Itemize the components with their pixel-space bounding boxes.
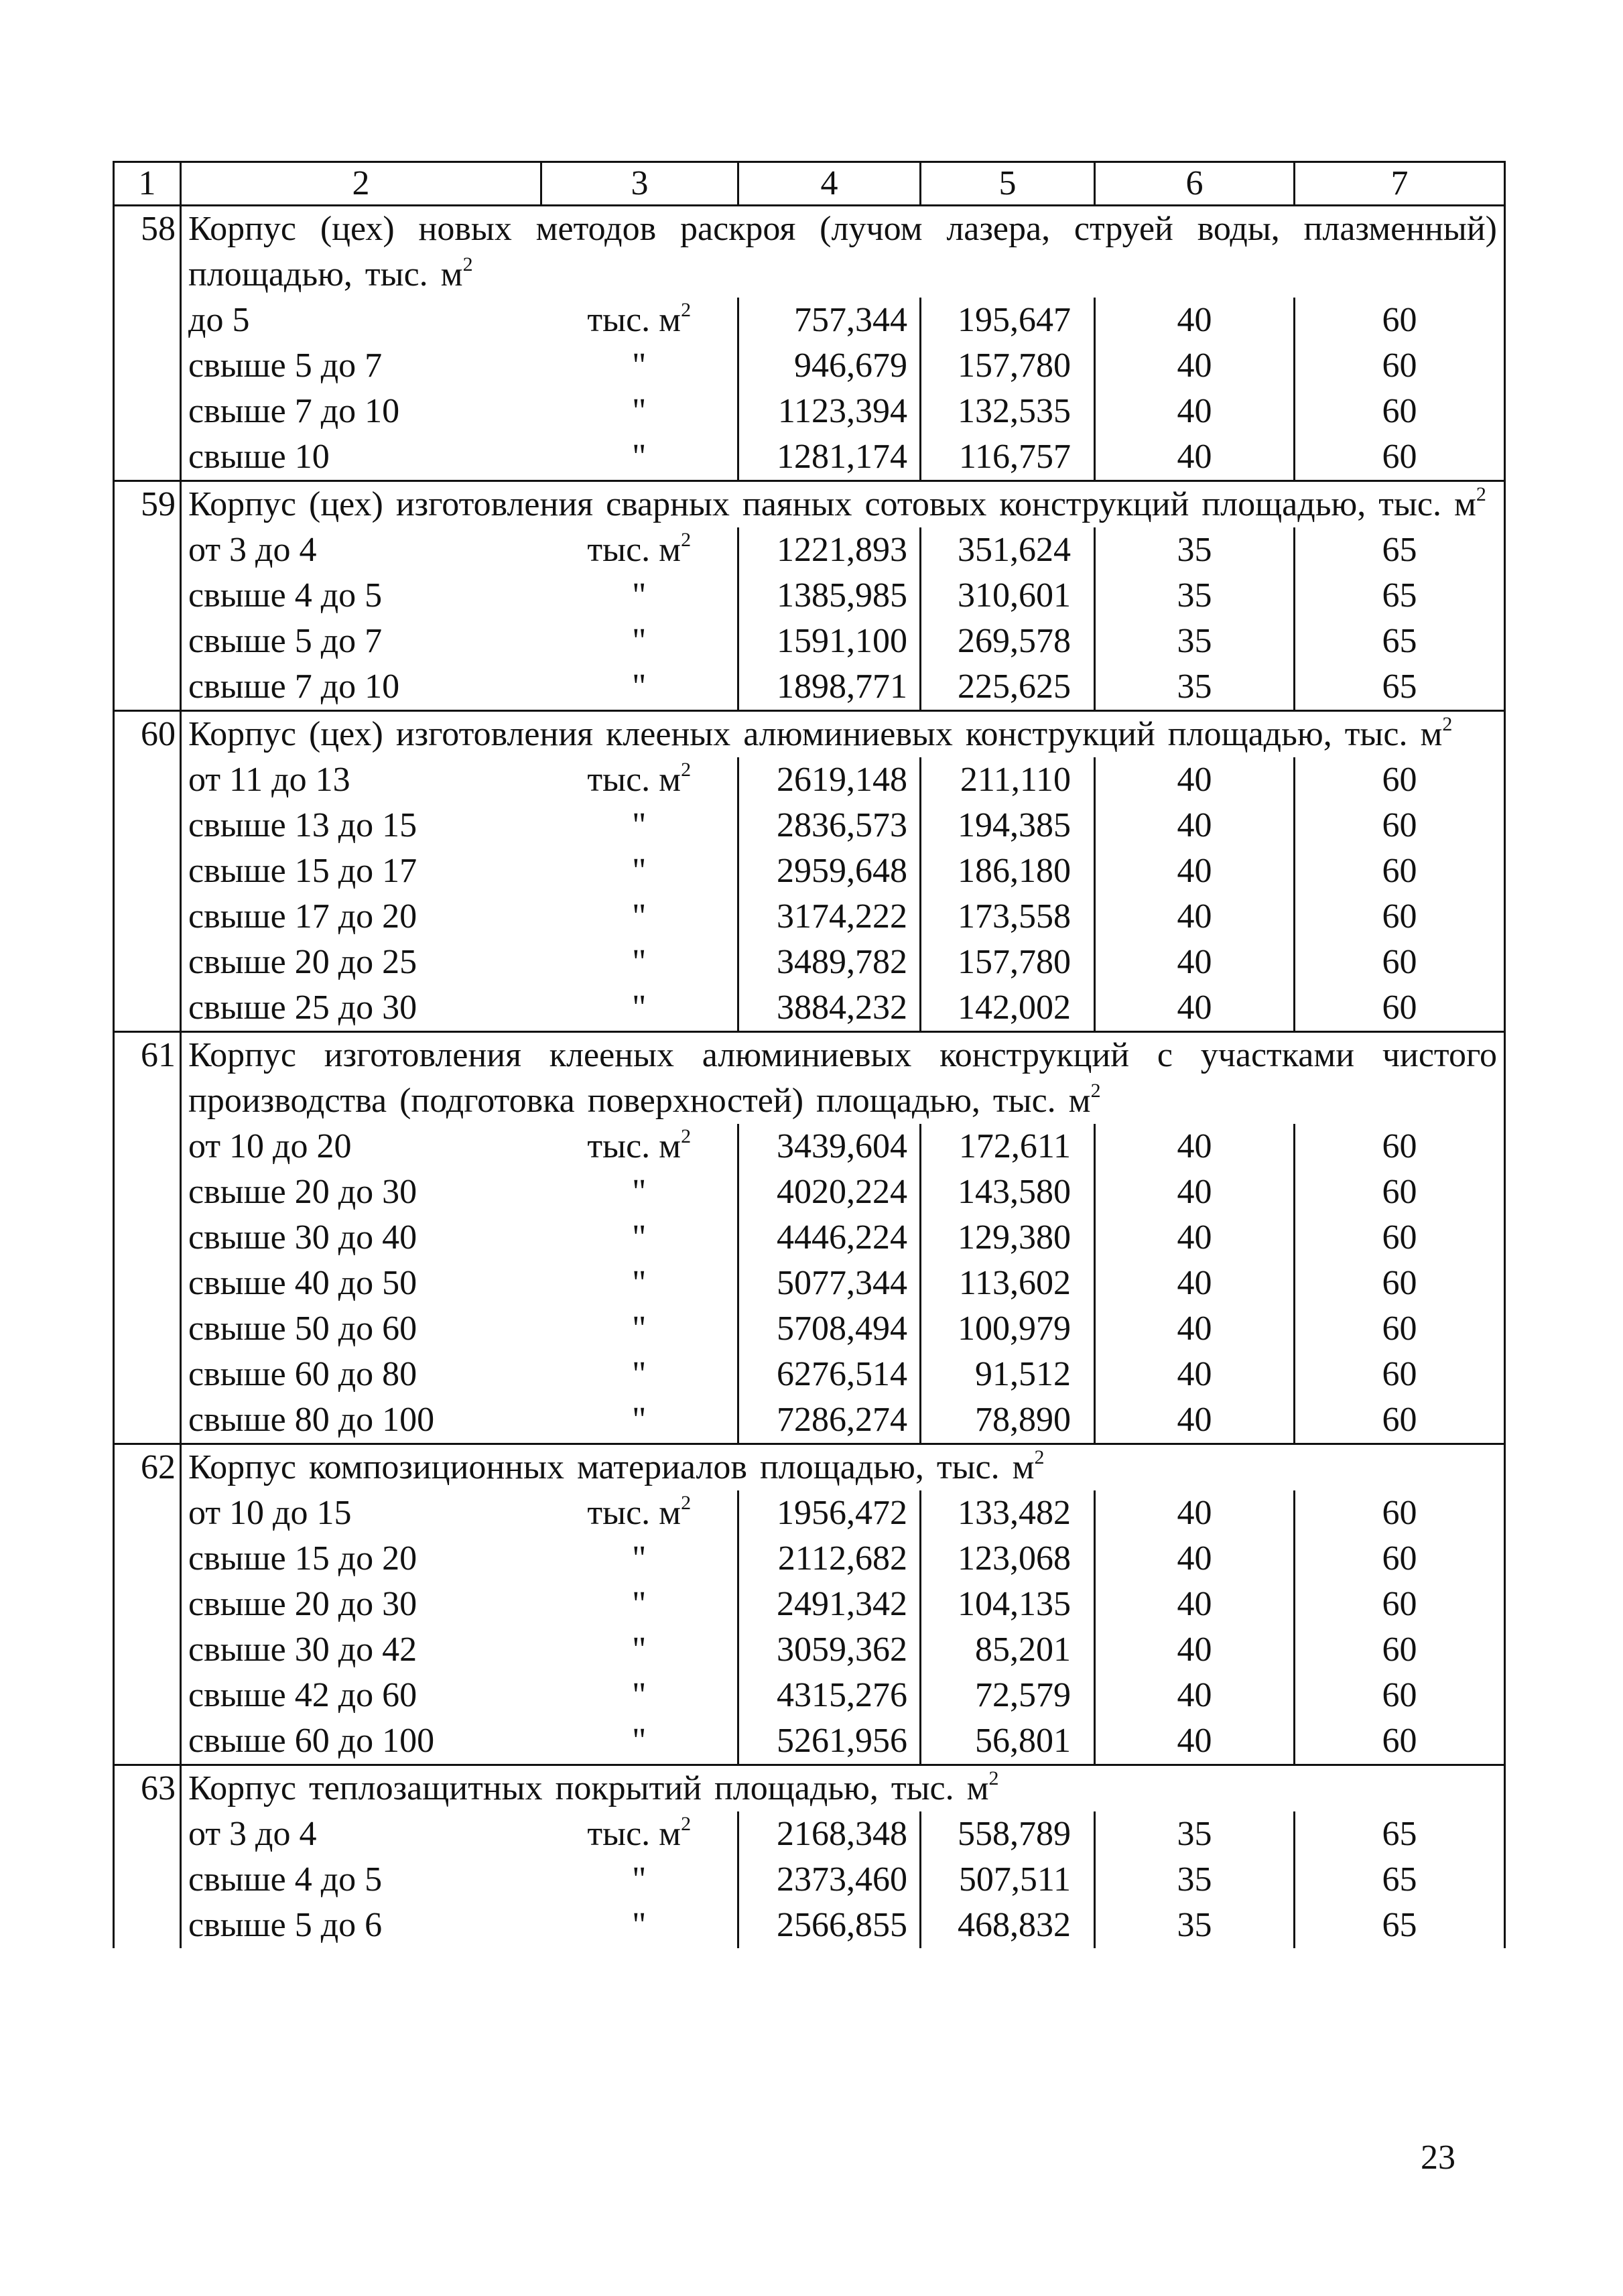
range-cell: свыше 7 до 10 [188, 667, 400, 706]
page-number: 23 [1421, 2139, 1455, 2177]
col6-value: 40 [1095, 757, 1295, 803]
col5-value: 269,578 [921, 619, 1095, 664]
col7-value: 65 [1295, 527, 1505, 573]
table-row [114, 757, 1505, 803]
unit-cell: тыс. $м^2$ [541, 527, 738, 573]
col4-value: 7286,274 [738, 1397, 921, 1444]
col7-value: 60 [1295, 940, 1505, 985]
section-title: Корпус (цех) новых методов раскроя (лучом лазера, струей воды, плазменный) площадью, тыс. $м^2$ [181, 206, 1505, 298]
section-title-row [114, 1032, 1505, 1125]
section-title-row [114, 1765, 1505, 1812]
range-cell: свыше 13 до 15 [188, 806, 417, 844]
col7-value: 60 [1295, 1673, 1505, 1718]
section-title-row [114, 206, 1505, 298]
col7-value: 60 [1295, 803, 1505, 848]
section-number: 59 [114, 481, 181, 711]
col5-value: 558,789 [921, 1811, 1095, 1857]
range-cell: свыше 15 до 17 [188, 852, 417, 890]
table-row [114, 1261, 1505, 1306]
col5-value: 142,002 [921, 985, 1095, 1032]
range-cell: свыше 42 до 60 [188, 1676, 417, 1714]
unit-cell: " [541, 1582, 738, 1627]
col4-value: 2373,460 [738, 1857, 921, 1903]
col7-value: 60 [1295, 757, 1505, 803]
range-cell: свыше 20 до 25 [188, 943, 417, 981]
unit-cell: " [541, 1536, 738, 1582]
header-col-2: 2 [181, 162, 541, 206]
col7-value: 60 [1295, 1490, 1505, 1536]
range-cell: до 5 [188, 301, 250, 339]
col5-value: 173,558 [921, 894, 1095, 940]
col6-value: 35 [1095, 527, 1295, 573]
table-row [114, 1582, 1505, 1627]
col4-value: 1956,472 [738, 1490, 921, 1536]
unit-cell: " [541, 664, 738, 711]
unit-cell: " [541, 1903, 738, 1948]
header-col-5: 5 [921, 162, 1095, 206]
col6-value: 40 [1095, 1215, 1295, 1261]
header-col-4: 4 [738, 162, 921, 206]
col4-value: 2619,148 [738, 757, 921, 803]
col7-value: 60 [1295, 1718, 1505, 1765]
col4-value: 1123,394 [738, 389, 921, 434]
col4-value: 2566,855 [738, 1903, 921, 1948]
col4-value: 4315,276 [738, 1673, 921, 1718]
col5-value: 172,611 [921, 1124, 1095, 1169]
col7-value: 65 [1295, 573, 1505, 619]
col4-value: 1221,893 [738, 527, 921, 573]
section-title-row [114, 1444, 1505, 1491]
range-cell: свыше 10 [188, 438, 330, 476]
col4-value: 2959,648 [738, 848, 921, 894]
col4-value: 3059,362 [738, 1627, 921, 1673]
col4-value: 3489,782 [738, 940, 921, 985]
unit-cell: тыс. $м^2$ [541, 1490, 738, 1536]
col6-value: 40 [1095, 1536, 1295, 1582]
section-number: 61 [114, 1032, 181, 1444]
range-cell: свыше 5 до 7 [188, 346, 383, 385]
section-number: 60 [114, 711, 181, 1032]
col7-value: 60 [1295, 1215, 1505, 1261]
col5-value: 113,602 [921, 1261, 1095, 1306]
col7-value: 65 [1295, 1857, 1505, 1903]
unit-cell: " [541, 803, 738, 848]
table-row [114, 434, 1505, 481]
column-number-header-row [114, 162, 1505, 206]
range-cell: от 3 до 4 [188, 1815, 317, 1853]
unit-cell: " [541, 848, 738, 894]
range-cell: свыше 4 до 5 [188, 576, 383, 615]
col6-value: 35 [1095, 573, 1295, 619]
col6-value: 40 [1095, 1627, 1295, 1673]
table-row [114, 1627, 1505, 1673]
table-row [114, 1397, 1505, 1444]
superscript-2: 2 [1090, 1079, 1101, 1102]
col6-value: 40 [1095, 940, 1295, 985]
col5-value: 100,979 [921, 1306, 1095, 1352]
unit-cell: " [541, 1718, 738, 1765]
col7-value: 65 [1295, 664, 1505, 711]
unit-cell: " [541, 1169, 738, 1215]
section-title-row [114, 481, 1505, 528]
col4-value: 757,344 [738, 298, 921, 343]
col4-value: 2491,342 [738, 1582, 921, 1627]
unit-cell: " [541, 894, 738, 940]
table-row [114, 803, 1505, 848]
range-cell: свыше 25 до 30 [188, 988, 417, 1027]
range-cell: от 3 до 4 [188, 531, 317, 569]
range-cell: свыше 5 до 6 [188, 1906, 383, 1944]
col4-value: 1591,100 [738, 619, 921, 664]
col7-value: 60 [1295, 1352, 1505, 1397]
col4-value: 1898,771 [738, 664, 921, 711]
superscript-2: 2 [1476, 483, 1486, 505]
superscript-2: 2 [1034, 1446, 1045, 1468]
col5-value: 78,890 [921, 1397, 1095, 1444]
col7-value: 65 [1295, 619, 1505, 664]
unit-cell: " [541, 1627, 738, 1673]
col7-value: 60 [1295, 1536, 1505, 1582]
col6-value: 40 [1095, 298, 1295, 343]
table-row [114, 1673, 1505, 1718]
col5-value: 195,647 [921, 298, 1095, 343]
section-title: Корпус теплозащитных покрытий площадью, тыс. $м^2$ [181, 1765, 1505, 1812]
table-row [114, 573, 1505, 619]
col6-value: 35 [1095, 1903, 1295, 1948]
col7-value: 60 [1295, 1124, 1505, 1169]
table-row [114, 1490, 1505, 1536]
table-row [114, 389, 1505, 434]
col7-value: 60 [1295, 894, 1505, 940]
range-cell: свыше 50 до 60 [188, 1310, 417, 1348]
table-row [114, 1857, 1505, 1903]
unit-cell: " [541, 1857, 738, 1903]
table-row [114, 940, 1505, 985]
table-row [114, 1215, 1505, 1261]
col5-value: 123,068 [921, 1536, 1095, 1582]
range-cell: свыше 60 до 80 [188, 1355, 417, 1393]
col4-value: 4020,224 [738, 1169, 921, 1215]
range-cell: свыше 4 до 5 [188, 1860, 383, 1899]
col5-value: 186,180 [921, 848, 1095, 894]
range-cell: свыше 30 до 42 [188, 1631, 417, 1669]
col5-value: 225,625 [921, 664, 1095, 711]
table-row [114, 985, 1505, 1032]
col6-value: 35 [1095, 664, 1295, 711]
table-row [114, 343, 1505, 389]
section-title: Корпус (цех) изготовления сварных паяных сотовых конструкций площадью, тыс. $м^2$ [181, 481, 1505, 528]
table-row [114, 619, 1505, 664]
col7-value: 60 [1295, 389, 1505, 434]
table-row [114, 527, 1505, 573]
col7-value: 60 [1295, 1306, 1505, 1352]
unit-cell: " [541, 985, 738, 1032]
table-row [114, 298, 1505, 343]
col6-value: 40 [1095, 894, 1295, 940]
range-cell: свыше 7 до 10 [188, 392, 400, 430]
col5-value: 72,579 [921, 1673, 1095, 1718]
col7-value: 65 [1295, 1903, 1505, 1948]
section-title: Корпус изготовления клееных алюминиевых конструкций с участками чистого производства (подготовка поверхностей) площадью, тыс. $м^2$ [181, 1032, 1505, 1125]
col6-value: 40 [1095, 1718, 1295, 1765]
col7-value: 60 [1295, 1627, 1505, 1673]
unit-cell: " [541, 1261, 738, 1306]
col5-value: 143,580 [921, 1169, 1095, 1215]
col4-value: 3439,604 [738, 1124, 921, 1169]
col6-value: 40 [1095, 985, 1295, 1032]
range-cell: свыше 5 до 7 [188, 622, 383, 660]
table-row [114, 1811, 1505, 1857]
col5-value: 310,601 [921, 573, 1095, 619]
unit-cell: " [541, 389, 738, 434]
col7-value: 60 [1295, 343, 1505, 389]
col5-value: 85,201 [921, 1627, 1095, 1673]
superscript-2: 2 [681, 758, 692, 781]
table-row [114, 1718, 1505, 1765]
col4-value: 1281,174 [738, 434, 921, 481]
range-cell: от 10 до 15 [188, 1494, 352, 1532]
col5-value: 104,135 [921, 1582, 1095, 1627]
table-row [114, 1352, 1505, 1397]
unit-cell: " [541, 1397, 738, 1444]
header-col-7: 7 [1295, 162, 1505, 206]
col4-value: 2836,573 [738, 803, 921, 848]
col6-value: 35 [1095, 619, 1295, 664]
col6-value: 40 [1095, 1169, 1295, 1215]
col4-value: 5708,494 [738, 1306, 921, 1352]
table-row [114, 894, 1505, 940]
table-row [114, 848, 1505, 894]
table-row [114, 664, 1505, 711]
superscript-2: 2 [462, 253, 473, 275]
col4-value: 2112,682 [738, 1536, 921, 1582]
range-cell: свыше 20 до 30 [188, 1585, 417, 1623]
col4-value: 1385,985 [738, 573, 921, 619]
col5-value: 468,832 [921, 1903, 1095, 1948]
col6-value: 40 [1095, 389, 1295, 434]
col6-value: 40 [1095, 803, 1295, 848]
range-cell: свыше 15 до 20 [188, 1539, 417, 1578]
table-row [114, 1169, 1505, 1215]
col6-value: 35 [1095, 1857, 1295, 1903]
col5-value: 56,801 [921, 1718, 1095, 1765]
superscript-2: 2 [1442, 712, 1453, 735]
col4-value: 5261,956 [738, 1718, 921, 1765]
col5-value: 507,511 [921, 1857, 1095, 1903]
section-title: Корпус (цех) изготовления клееных алюминиевых конструкций площадью, тыс. $м^2$ [181, 711, 1505, 758]
unit-cell: тыс. $м^2$ [541, 1811, 738, 1857]
col6-value: 40 [1095, 1352, 1295, 1397]
header-col-6: 6 [1095, 162, 1295, 206]
col6-value: 40 [1095, 434, 1295, 481]
col7-value: 60 [1295, 1397, 1505, 1444]
section-number: 58 [114, 206, 181, 481]
table-row [114, 1306, 1505, 1352]
col4-value: 3884,232 [738, 985, 921, 1032]
unit-cell: тыс. $м^2$ [541, 298, 738, 343]
unit-cell: " [541, 940, 738, 985]
range-cell: свыше 17 до 20 [188, 897, 417, 936]
unit-cell: " [541, 343, 738, 389]
section-title: Корпус композиционных материалов площадью, тыс. $м^2$ [181, 1444, 1505, 1491]
col5-value: 351,624 [921, 527, 1095, 573]
col7-value: 60 [1295, 1169, 1505, 1215]
col6-value: 40 [1095, 848, 1295, 894]
table-row [114, 1536, 1505, 1582]
range-cell: свыше 80 до 100 [188, 1401, 435, 1439]
unit-cell: тыс. $м^2$ [541, 1124, 738, 1169]
range-cell: свыше 40 до 50 [188, 1264, 417, 1302]
section-number: 63 [114, 1765, 181, 1949]
col4-value: 4446,224 [738, 1215, 921, 1261]
col5-value: 211,110 [921, 757, 1095, 803]
table-body [114, 162, 1505, 1949]
col7-value: 60 [1295, 434, 1505, 481]
col6-value: 35 [1095, 1811, 1295, 1857]
unit-cell: " [541, 1306, 738, 1352]
col7-value: 60 [1295, 298, 1505, 343]
unit-cell: " [541, 619, 738, 664]
col6-value: 40 [1095, 1306, 1295, 1352]
col5-value: 132,535 [921, 389, 1095, 434]
col6-value: 40 [1095, 1261, 1295, 1306]
superscript-2: 2 [681, 528, 692, 551]
col4-value: 2168,348 [738, 1811, 921, 1857]
col4-value: 5077,344 [738, 1261, 921, 1306]
superscript-2: 2 [681, 1125, 692, 1147]
superscript-2: 2 [681, 298, 692, 321]
range-cell: от 10 до 20 [188, 1127, 352, 1165]
col6-value: 40 [1095, 343, 1295, 389]
unit-cell: " [541, 434, 738, 481]
col4-value: 946,679 [738, 343, 921, 389]
col5-value: 194,385 [921, 803, 1095, 848]
col7-value: 65 [1295, 1811, 1505, 1857]
superscript-2: 2 [988, 1767, 999, 1789]
col5-value: 91,512 [921, 1352, 1095, 1397]
range-cell: свыше 20 до 30 [188, 1173, 417, 1211]
col7-value: 60 [1295, 1582, 1505, 1627]
col6-value: 40 [1095, 1582, 1295, 1627]
header-col-3: 3 [541, 162, 738, 206]
col6-value: 40 [1095, 1397, 1295, 1444]
table-row [114, 1124, 1505, 1169]
col7-value: 60 [1295, 848, 1505, 894]
col5-value: 116,757 [921, 434, 1095, 481]
col7-value: 60 [1295, 1261, 1505, 1306]
col5-value: 129,380 [921, 1215, 1095, 1261]
header-col-1: 1 [114, 162, 181, 206]
section-number: 62 [114, 1444, 181, 1765]
col5-value: 157,780 [921, 940, 1095, 985]
unit-cell: " [541, 1215, 738, 1261]
col7-value: 60 [1295, 985, 1505, 1032]
col4-value: 6276,514 [738, 1352, 921, 1397]
unit-cell: " [541, 1673, 738, 1718]
superscript-2: 2 [681, 1491, 692, 1514]
col4-value: 3174,222 [738, 894, 921, 940]
price-table [113, 161, 1506, 1948]
col5-value: 157,780 [921, 343, 1095, 389]
table-row [114, 1903, 1505, 1948]
section-title-row [114, 711, 1505, 758]
superscript-2: 2 [681, 1812, 692, 1835]
unit-cell: тыс. $м^2$ [541, 757, 738, 803]
unit-cell: " [541, 1352, 738, 1397]
unit-cell: " [541, 573, 738, 619]
col6-value: 40 [1095, 1673, 1295, 1718]
range-cell: свыше 30 до 40 [188, 1218, 417, 1257]
range-cell: свыше 60 до 100 [188, 1722, 435, 1760]
col6-value: 40 [1095, 1124, 1295, 1169]
range-cell: от 11 до 13 [188, 761, 350, 799]
col5-value: 133,482 [921, 1490, 1095, 1536]
col6-value: 40 [1095, 1490, 1295, 1536]
